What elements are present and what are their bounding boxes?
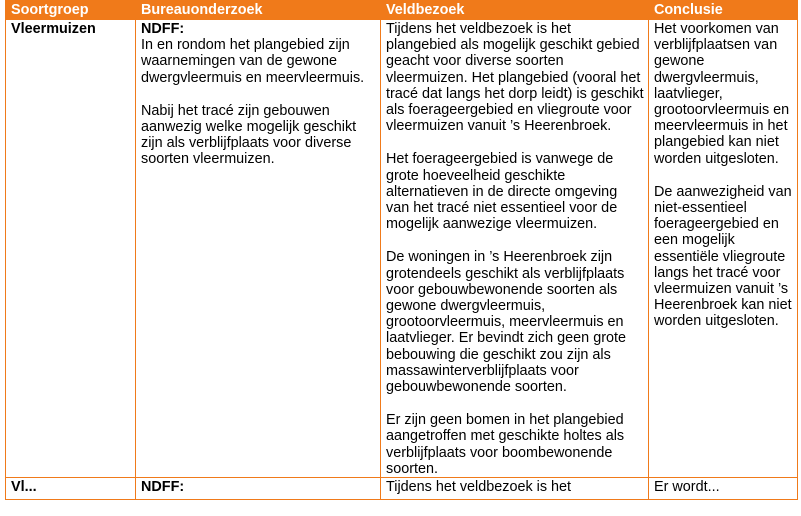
cell-bureauonderzoek bbox=[136, 20, 381, 478]
veld-paragraph: Tijdens het veldbezoek is het plangebied als mogelijk geschikt gebied geacht voor diverse soorten vleermuizen. Het plangebied (vooral het tracé dat langs het dorp leidt) is geschikt als foerageergebied en vliegroute voor vleermuizen vanuit ’s Heerenbroek. bbox=[386, 21, 644, 135]
cell-bureauonderzoek bbox=[136, 478, 381, 500]
conclusie-paragraph: De aanwezigheid van niet-essentieel foerageergebied en een mogelijk essentiële vliegroute langs het tracé voor vleermuizen vanuit ’s Heerenbroek kan niet worden uitgesloten. bbox=[654, 183, 792, 330]
veld-paragraph: Het foerageergebied is vanwege de grote hoeveelheid geschikte alternatieven in de directe omgeving van het tracé niet essentieel voor de mogelijk aanwezige vleermuizen. bbox=[386, 151, 618, 233]
cell-soortgroep bbox=[6, 478, 136, 500]
partial-text: Er wordt... bbox=[654, 479, 720, 496]
veld-paragraph: De woningen in ’s Heerenbroek zijn grotendeels geschikt als verblijfplaats voor gebouwbewonende soorten als gewone dwergvleermuis, grootoorvleermuis, meervleermuis en laatvlieger. Er bevindt zich geen grote bebouwing die geschikt zou zijn als massawinterverblijfplaats voor gebouwbewonende soorten. bbox=[386, 249, 626, 396]
header-conclusie: Conclusie bbox=[649, 1, 798, 20]
table-row bbox=[6, 20, 798, 478]
partial-text: NDFF: bbox=[141, 479, 185, 496]
partial-text: Vl... bbox=[11, 479, 37, 496]
bureau-paragraph: Nabij het tracé zijn gebouwen aanwezig welke mogelijk geschikt zijn als verblijfplaats voor diverse soorten vleermuizen. bbox=[141, 102, 357, 168]
veld-paragraph: Er zijn geen bomen in het plangebied aangetroffen met geschikte holtes als verblijfplaats voor boombewonende soorten. bbox=[386, 412, 625, 477]
cell-veldbezoek bbox=[381, 478, 649, 500]
species-table bbox=[5, 0, 798, 500]
header-bureauonderzoek: Bureauonderzoek bbox=[136, 1, 381, 20]
header-soortgroep: Soortgroep bbox=[6, 1, 136, 20]
bureau-paragraph: In en rondom het plangebied zijn waarnemingen van de gewone dwergvleermuis en meervleermuis. bbox=[141, 37, 365, 86]
header-row bbox=[6, 1, 798, 20]
header-veldbezoek: Veldbezoek bbox=[381, 1, 649, 20]
cell-conclusie bbox=[649, 20, 798, 478]
cell-conclusie bbox=[649, 478, 798, 500]
cell-veldbezoek bbox=[381, 20, 649, 478]
conclusie-paragraph: Het voorkomen van verblijfplaatsen van gewone dwergvleermuis, laatvlieger, grootoorvleermuis en meervleermuis in het plangebied kan niet worden uitgesloten. bbox=[654, 21, 790, 167]
cell-soortgroep: Vleermuizen bbox=[6, 20, 136, 478]
table-row bbox=[6, 478, 798, 500]
bureau-heading: NDFF: bbox=[141, 21, 185, 37]
partial-text: Tijdens het veldbezoek is het bbox=[386, 479, 572, 496]
